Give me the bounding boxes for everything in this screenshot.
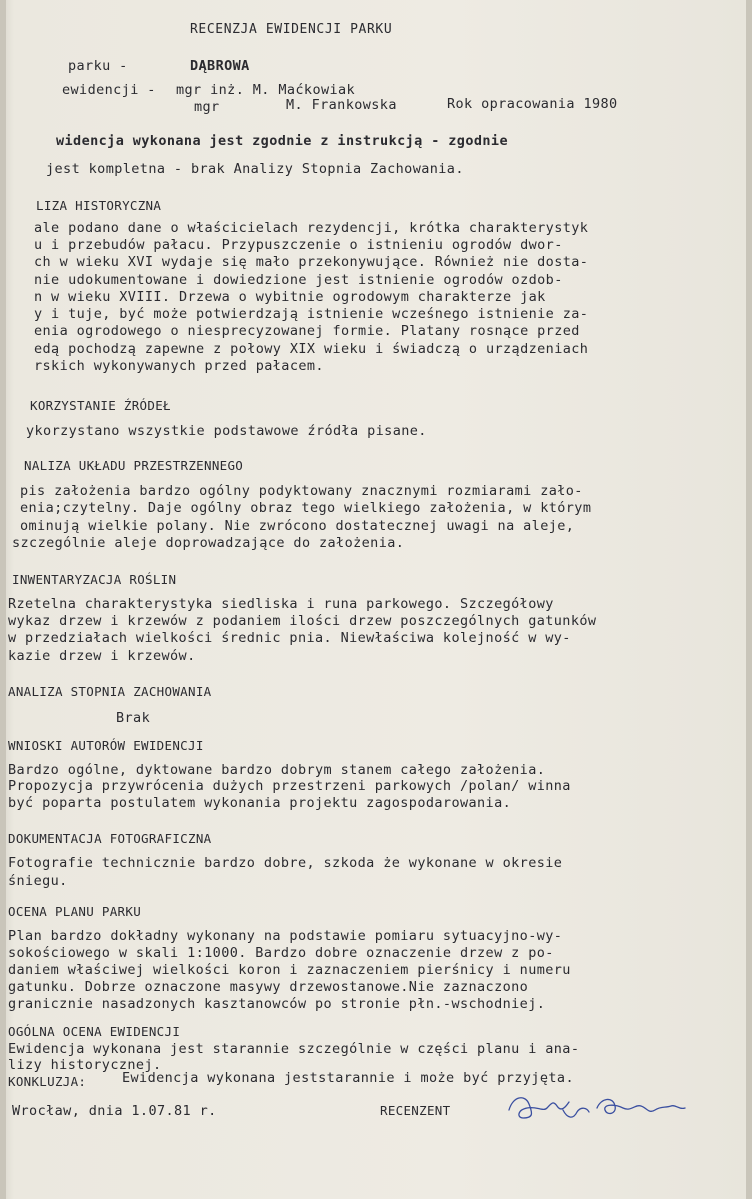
section-heading-sources: KORZYSTANIE ŹRÓDEŁ — [30, 398, 171, 413]
section-line: szczególnie aleje doprowadzające do założenia. — [12, 535, 405, 551]
conclusion-label: KONKLUZJA: — [8, 1074, 87, 1089]
section-heading-photos: DOKUMENTACJA FOTOGRAFICZNA — [8, 831, 212, 846]
section-line: daniem właściwej wielkości koron i zaznaczeniem pierśnicy i numeru — [8, 962, 571, 978]
place-and-date: Wrocław, dnia 1.07.81 r. — [12, 1103, 217, 1119]
author-1: mgr inż. M. Maćkowiak — [176, 82, 356, 98]
park-label: parku - — [68, 58, 128, 74]
section-line: edą pochodzą zapewne z połowy XIX wieku i świadczą o urządzeniach — [34, 341, 589, 357]
reviewer-signature — [503, 1088, 693, 1128]
intro-line: widencja wykonana jest zgodnie z instrukcją - zgodnie — [56, 133, 508, 149]
section-line: być poparta postulatem wykonania projektu zagospodarowania. — [8, 795, 512, 811]
section-line: gatunku. Dobrze oznaczone masywy drzewostanowe.Nie zaznaczono — [8, 979, 529, 995]
intro-line: jest kompletna - brak Analizy Stopnia Zachowania. — [46, 161, 464, 177]
section-heading-authors-conclusions: WNIOSKI AUTORÓW EWIDENCJI — [8, 738, 204, 753]
page-left-edge — [0, 0, 6, 1199]
section-line: granicznie nasadzonych kasztanowców po stronie płn.-wschodniej. — [8, 996, 546, 1012]
section-line: Rzetelna charakterystyka siedliska i runa parkowego. Szczegółowy — [8, 596, 554, 612]
section-line: enia;czytelny. Daje ogólny obraz tego wielkiego założenia, w którym — [20, 500, 592, 516]
section-heading-overall: OGÓLNA OCENA EWIDENCJI — [8, 1024, 181, 1039]
authors-label: ewidencji - — [62, 82, 156, 98]
section-heading-historical: LIZA HISTORYCZNA — [36, 198, 162, 213]
author-2: M. Frankowska — [286, 97, 397, 113]
section-line: wykaz drzew i krzewów z podaniem ilości drzew poszczególnych gatunków — [8, 613, 597, 629]
section-line: ykorzystano wszystkie podstawowe źródła pisane. — [26, 423, 427, 439]
section-heading-plan: OCENA PLANU PARKU — [8, 904, 142, 919]
section-heading-plants: INWENTARYZACJA ROŚLIN — [12, 572, 177, 587]
page-right-edge — [746, 0, 752, 1199]
section-line: Propozycja przywrócenia dużych przestrzeni parkowych /polan/ winna — [8, 778, 571, 794]
section-line: kazie drzew i krzewów. — [8, 648, 196, 664]
conclusion-text: Ewidencja wykonana jeststarannie i może być przyjęta. — [122, 1070, 574, 1086]
section-line: enia ogrodowego o niesprecyzowanej formie. Platany rosnące przed — [34, 323, 580, 339]
section-line: u i przebudów pałacu. Przypuszczenie o istnieniu ogrodów dwor- — [34, 237, 563, 253]
section-heading-preservation: ANALIZA STOPNIA ZACHOWANIA — [8, 684, 212, 699]
section-line: Fotografie technicznie bardzo dobre, szkoda że wykonane w okresie — [8, 855, 563, 871]
section-line: rskich wykonywanych przed pałacem. — [34, 358, 324, 374]
section-line: pis założenia bardzo ogólny podyktowany znacznymi rozmiarami zało- — [20, 483, 583, 499]
reviewer-label: RECENZENT — [380, 1103, 451, 1118]
section-line: Ewidencja wykonana jest starannie szczególnie w części planu i ana- — [8, 1041, 580, 1057]
section-line: nie udokumentowane i dowiedzione jest istnienie ogrodów ozdob- — [34, 272, 563, 288]
section-line: śniegu. — [8, 873, 68, 889]
section-line: ominują wielkie polany. Nie zwrócono dostatecznej uwagi na aleje, — [20, 518, 575, 534]
section-line: ale podano dane o właścicielach rezydencji, krótka charakterystyk — [34, 220, 589, 236]
section-line: lizy historycznej. — [8, 1057, 162, 1073]
section-line: Bardzo ogólne, dyktowane bardzo dobrym stanem całego założenia. — [8, 762, 546, 778]
author-2-prefix: mgr — [194, 99, 220, 115]
park-name: DĄBROWA — [190, 58, 250, 74]
section-line: Brak — [116, 710, 151, 726]
year-of-study: Rok opracowania 1980 — [447, 96, 618, 112]
section-line: w przedziałach wielkości średnic pnia. Niewłaściwa kolejność w wy- — [8, 630, 571, 646]
section-line: sokościowego w skali 1:1000. Bardzo dobre oznaczenie drzew z po- — [8, 945, 554, 961]
section-line: y i tuje, być może potwierdzają istnienie wcześnego istnienie za- — [34, 306, 589, 322]
section-heading-spatial: NALIZA UKŁADU PRZESTRZENNEGO — [24, 458, 244, 473]
section-line: Plan bardzo dokładny wykonany na podstawie pomiaru sytuacyjno-wy- — [8, 928, 563, 944]
section-line: n w wieku XVIII. Drzewa o wybitnie ogrodowym charakterze jak — [34, 289, 546, 305]
section-line: ch w wieku XVI wydaje się mało przekonywujące. Również nie dosta- — [34, 254, 589, 270]
document-title: RECENZJA EWIDENCJI PARKU — [190, 22, 393, 37]
